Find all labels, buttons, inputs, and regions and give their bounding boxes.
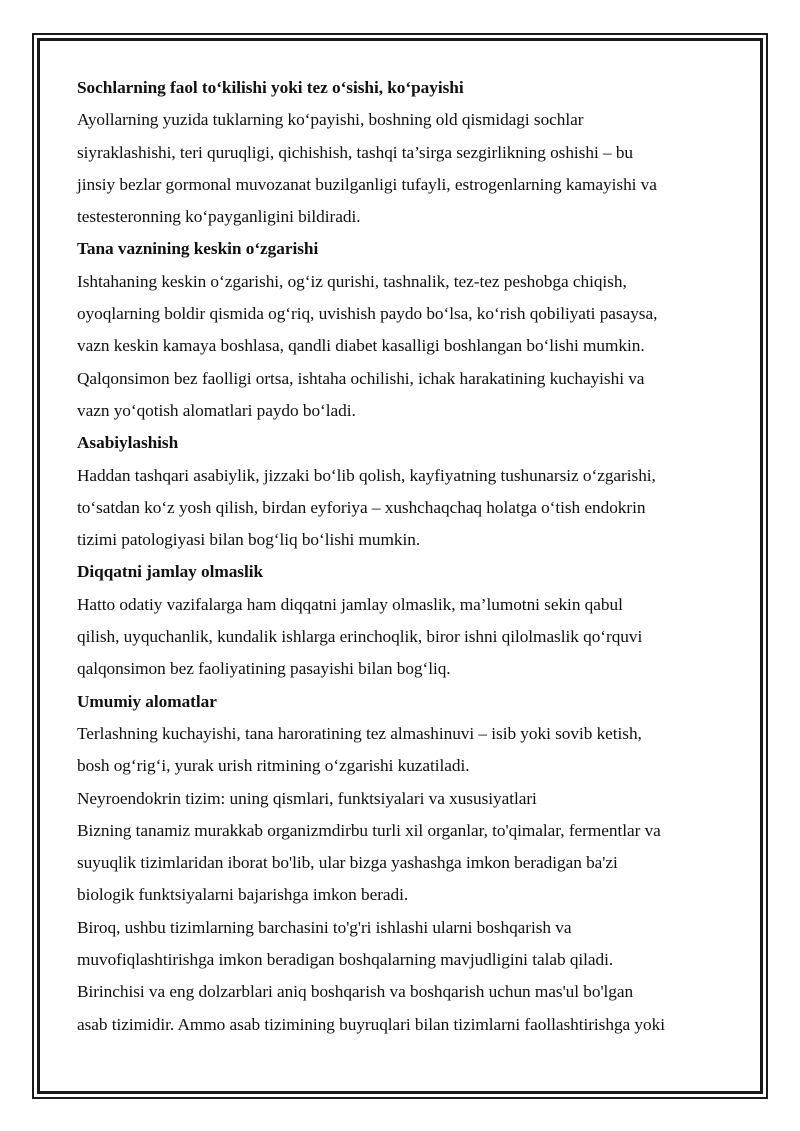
- document-body: [77, 72, 737, 1041]
- paragraph-line: Qalqonsimon bez faolligi ortsa, ishtaha ochilishi, ichak harakatining kuchayishi va: [77, 368, 645, 388]
- paragraph-line: vazn yo‘qotish alomatlari paydo bo‘ladi.: [77, 400, 356, 420]
- body-paragraph: [77, 589, 737, 686]
- paragraph-line: Terlashning kuchayishi, tana haroratining tez almashinuvi – isib yoki sovib ketish,: [77, 723, 642, 743]
- section-heading: [77, 686, 737, 718]
- paragraph-line: asab tizimidir. Ammo asab tizimining buyruqlari bilan tizimlarni faollashtirishga yoki: [77, 1014, 665, 1034]
- paragraph-line: siyraklashishi, teri quruqligi, qichishish, tashqi ta’sirga sezgirlikning oshishi – bu: [77, 142, 634, 162]
- paragraph-line: Biroq, ushbu tizimlarning barchasini to'g'ri ishlashi ularni boshqarish va: [77, 917, 572, 937]
- paragraph-line: bosh og‘rig‘i, yurak urish ritmining o‘zgarishi kuzatiladi.: [77, 756, 470, 776]
- body-paragraph: [77, 783, 737, 815]
- paragraph-line: Ayollarning yuzida tuklarning ko‘payishi, boshning old qismidagi sochlar: [77, 110, 584, 130]
- paragraph-line: Bizning tanamiz murakkab organizmdirbu turli xil organlar, to'qimalar, fermentlar va: [77, 820, 661, 840]
- paragraph-line: tizimi patologiyasi bilan bog‘liq bo‘lishi mumkin.: [77, 530, 421, 550]
- section-heading: [77, 427, 737, 459]
- paragraph-line: Neyroendokrin tizim: uning qismlari, funktsiyalari va xususiyatlari: [77, 788, 537, 808]
- paragraph-line: oyoqlarning boldir qismida og‘riq, uvishish paydo bo‘lsa, ko‘rish qobiliyati pasaysa,: [77, 304, 658, 324]
- heading-text: Umumiy alomatlar: [77, 691, 217, 711]
- body-paragraph: [77, 460, 737, 557]
- paragraph-line: biologik funktsiyalarni bajarishga imkon beradi.: [77, 885, 409, 905]
- paragraph-line: qilish, uyquchanlik, kundalik ishlarga erinchoqlik, biror ishni qilolmaslik qo‘rquvi: [77, 627, 643, 647]
- heading-text: Diqqatni jamlay olmaslik: [77, 562, 264, 582]
- heading-text: Asabiylashish: [77, 433, 179, 453]
- body-paragraph: [77, 718, 737, 783]
- body-paragraph: [77, 266, 737, 427]
- section-heading: [77, 72, 737, 104]
- section-heading: [77, 233, 737, 265]
- paragraph-line: Hatto odatiy vazifalarga ham diqqatni jamlay olmaslik, ma’lumotni sekin qabul: [77, 594, 623, 614]
- section-heading: [77, 556, 737, 588]
- paragraph-line: Haddan tashqari asabiylik, jizzaki bo‘lib qolish, kayfiyatning tushunarsiz o‘zgarishi,: [77, 465, 656, 485]
- paragraph-line: Birinchisi va eng dolzarblari aniq boshqarish va boshqarish uchun mas'ul bo'lgan: [77, 982, 634, 1002]
- paragraph-line: vazn keskin kamaya boshlasa, qandli diabet kasalligi boshlangan bo‘lishi mumkin.: [77, 336, 645, 356]
- heading-text: Tana vaznining keskin o‘zgarishi: [77, 239, 319, 259]
- paragraph-line: jinsiy bezlar gormonal muvozanat buzilganligi tufayli, estrogenlarning kamayishi va: [77, 174, 657, 194]
- body-paragraph: [77, 815, 737, 912]
- body-paragraph: [77, 912, 737, 1041]
- body-paragraph: [77, 104, 737, 233]
- paragraph-line: qalqonsimon bez faoliyatining pasayishi bilan bog‘liq.: [77, 659, 451, 679]
- paragraph-line: muvofiqlashtirishga imkon beradigan boshqalarning mavjudligini talab qiladi.: [77, 950, 614, 970]
- paragraph-line: testesteronning ko‘payganligini bildiradi.: [77, 207, 361, 227]
- paragraph-line: to‘satdan ko‘z yosh qilish, birdan eyforiya – xushchaqchaq holatga o‘tish endokrin: [77, 497, 646, 517]
- heading-text: Sochlarning faol to‘kilishi yoki tez o‘sishi, ko‘payishi: [77, 78, 464, 97]
- paragraph-line: Ishtahaning keskin o‘zgarishi, og‘iz qurishi, tashnalik, tez-tez peshobga chiqish,: [77, 271, 627, 291]
- paragraph-line: suyuqlik tizimlaridan iborat bo'lib, ular bizga yashashga imkon beradigan ba'zi: [77, 853, 618, 873]
